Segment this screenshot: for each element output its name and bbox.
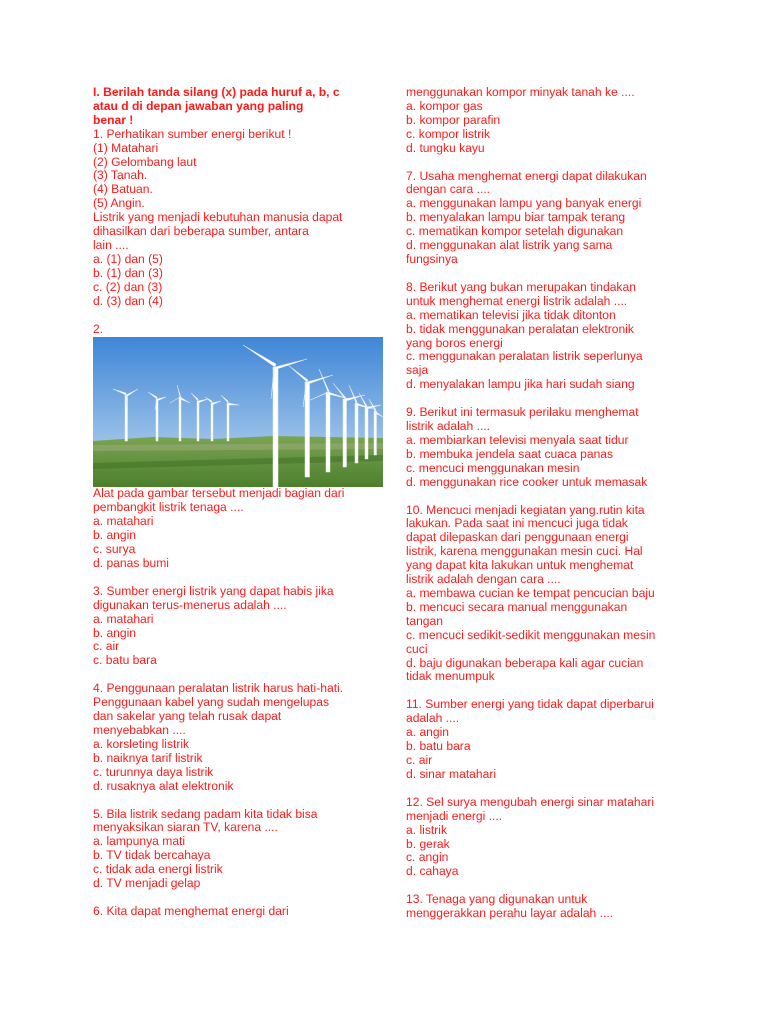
question-6 [93,905,383,919]
question-line: 1. Perhatikan sumber energi berikut ! [93,126,292,141]
question-line: menyaksikan siaran TV, karena .... [93,820,278,835]
right-column [406,86,686,921]
question-line: Penggunaan kabel yang sudah mengelupas [93,695,330,710]
question-13 [406,893,686,921]
answer-option: c. menggunakan peralatan listrik seperlunya [406,349,643,364]
answer-option: a. membawa cucian ke tempat pencucian baju [406,586,655,600]
question-8 [406,281,686,392]
question-line: (2) Gelombang laut [93,154,197,169]
question-line: 6. Kita dapat menghemat energi dari [93,903,289,918]
answer-option: b. batu bara [406,739,471,754]
question-line: (1) Matahari [93,140,159,155]
answer-option: a. matahari [93,514,154,529]
answer-option: a. menggunakan lampu yang banyak energi [406,196,642,211]
question-line: 11. Sumber energi yang tidak dapat diperbarui [406,697,654,712]
answer-option: a. membiarkan televisi menyala saat tidur [406,432,629,447]
answer-option: tidak menumpuk [406,669,495,684]
question-line: Alat pada gambar tersebut menjadi bagian dari [93,486,345,501]
answer-option: fungsinya [406,251,458,266]
question-line: adalah .... [406,711,460,726]
question-2 [93,323,383,571]
question-line: digunakan terus-menerus adalah .... [93,597,287,612]
question-line: menggunakan kompor minyak tanah ke .... [406,85,635,99]
question-line: untuk menghemat energi listrik adalah .... [406,293,628,308]
question-4 [93,682,383,793]
question-line: 10. Mencuci menjadi kegiatan yang.rutin kita [406,502,645,517]
answer-option: tangan [406,613,443,628]
answer-option: d. menggunakan rice cooker untuk memasak [406,474,648,489]
answer-option: b. mencuci secara manual menggunakan [406,599,628,614]
question-line: lakukan. Pada saat ini mencuci juga tidak [406,516,628,531]
answer-option: saja [406,363,429,378]
answer-option: c. kompor listrik [406,126,490,141]
answer-option: c. air [93,639,120,654]
question-line: 4. Penggunaan peralatan listrik harus hati-hati. [93,681,344,696]
question-line: Listrik yang menjadi kebutuhan manusia dapat [93,210,343,225]
answer-option: c. mencuci sedikit-sedikit menggunakan mesin [406,627,656,642]
question-7 [406,170,686,267]
question-11 [406,698,686,781]
question-line: 12. Sel surya mengubah energi sinar matahari [406,794,655,809]
answer-option: b. gerak [406,836,450,851]
question-line: yang dapat kita lakukan untuk menghemat [406,558,634,573]
question-3 [93,585,383,668]
instruction-heading [93,86,383,128]
question-line: menyebabkan .... [93,723,186,737]
answer-option: c. mencuci menggunakan mesin [406,460,580,475]
answer-option: cuci [406,641,428,656]
answer-option: d. (3) dan (4) [93,293,163,308]
question-line: (5) Angin. [93,196,145,211]
question-line: menggerakkan perahu layar adalah .... [406,906,614,921]
answer-option: d. panas bumi [93,555,169,570]
answer-option: d. menyalakan lampu jika hari sudah siang [406,377,635,392]
question-5 [93,808,383,891]
wind-turbine-photo [93,337,383,487]
answer-option: a. mematikan televisi jika tidak ditonton [406,307,616,322]
answer-option: b. angin [93,528,137,543]
answer-option: a. listrik [406,822,447,837]
answer-option: d. baju digunakan beberapa kali agar cucian [406,655,644,670]
question-number: 2. [93,321,104,336]
question-line: 13. Tenaga yang digunakan untuk [406,892,588,907]
question-line: dan sakelar yang telah rusak dapat [93,709,282,724]
answer-option: c. turunnya daya listrik [93,764,214,779]
answer-option: yang boros energi [406,335,503,350]
question-line: 3. Sumber energi listrik yang dapat habis jika [93,583,334,598]
question-line: listrik adalah .... [406,419,491,434]
answer-option: c. tidak ada energi listrik [93,862,223,877]
question-line: dihasilkan dari beberapa sumber, antara [93,224,309,239]
answer-option: a. matahari [93,611,154,626]
answer-option: d. tungku kayu [406,140,485,155]
answer-option: a. kompor gas [406,98,483,113]
answer-option: c. air [406,752,433,767]
answer-option: b. tidak menggunakan peralatan elektronik [406,321,634,336]
question-line: listrik, karena menggunakan mesin cuci. Hal [406,544,643,559]
question-line: dengan cara .... [406,182,491,197]
answer-option: d. rusaknya alat elektronik [93,778,234,793]
question-9 [406,406,686,489]
answer-option: a. korsleting listrik [93,736,190,751]
answer-option: a. lampunya mati [93,834,186,849]
question-line: 8. Berikut yang bukan merupakan tindakan [406,279,636,294]
answer-option: b. angin [93,625,137,640]
question-line: 5. Bila listrik sedang padam kita tidak bisa [93,806,318,821]
answer-option: d. cahaya [406,864,459,879]
question-line: listrik adalah dengan cara .... [406,572,561,587]
answer-option: b. (1) dan (3) [93,265,163,280]
question-line: 7. Usaha menghemat energi dapat dilakukan [406,168,647,183]
question-line: (4) Batuan. [93,182,153,197]
question-12 [406,796,686,879]
answer-option: c. (2) dan (3) [93,279,163,294]
answer-option: c. surya [93,542,136,557]
question-10 [406,504,686,685]
question-line: lain .... [93,237,129,252]
answer-option: b. TV tidak bercahaya [93,848,211,863]
question-line: 9. Berikut ini termasuk perilaku menghemat [406,405,639,420]
question-line: menjadi energi .... [406,808,503,823]
heading-line: I. Berilah tanda silang (x) pada huruf a, b, c [93,85,340,99]
answer-option: d. menggunakan alat listrik yang sama [406,238,613,253]
answer-option: a. angin [406,725,450,740]
answer-option: b. naiknya tarif listrik [93,750,203,765]
answer-option: a. (1) dan (5) [93,251,163,266]
left-column [93,86,383,919]
answer-option: b. kompor parafin [406,112,501,127]
question-1 [93,128,383,309]
question-line: dapat dilepaskan dari penggunaan energi [406,530,629,545]
heading-line: atau d di depan jawaban yang paling [93,98,304,113]
heading-line: benar ! [93,112,134,127]
answer-option: b. membuka jendela saat cuaca panas [406,446,614,461]
answer-option: d. sinar matahari [406,766,497,781]
question-line: pembangkit listrik tenaga .... [93,500,244,515]
answer-option: c. mematikan kompor setelah digunakan [406,224,624,239]
question-line: (3) Tanah. [93,168,148,183]
answer-option: c. batu bara [93,653,157,668]
answer-option: d. TV menjadi gelap [93,876,201,891]
answer-option: c. angin [406,850,449,865]
question-6-continued [406,86,686,156]
answer-option: b. menyalakan lampu biar tampak terang [406,210,626,225]
